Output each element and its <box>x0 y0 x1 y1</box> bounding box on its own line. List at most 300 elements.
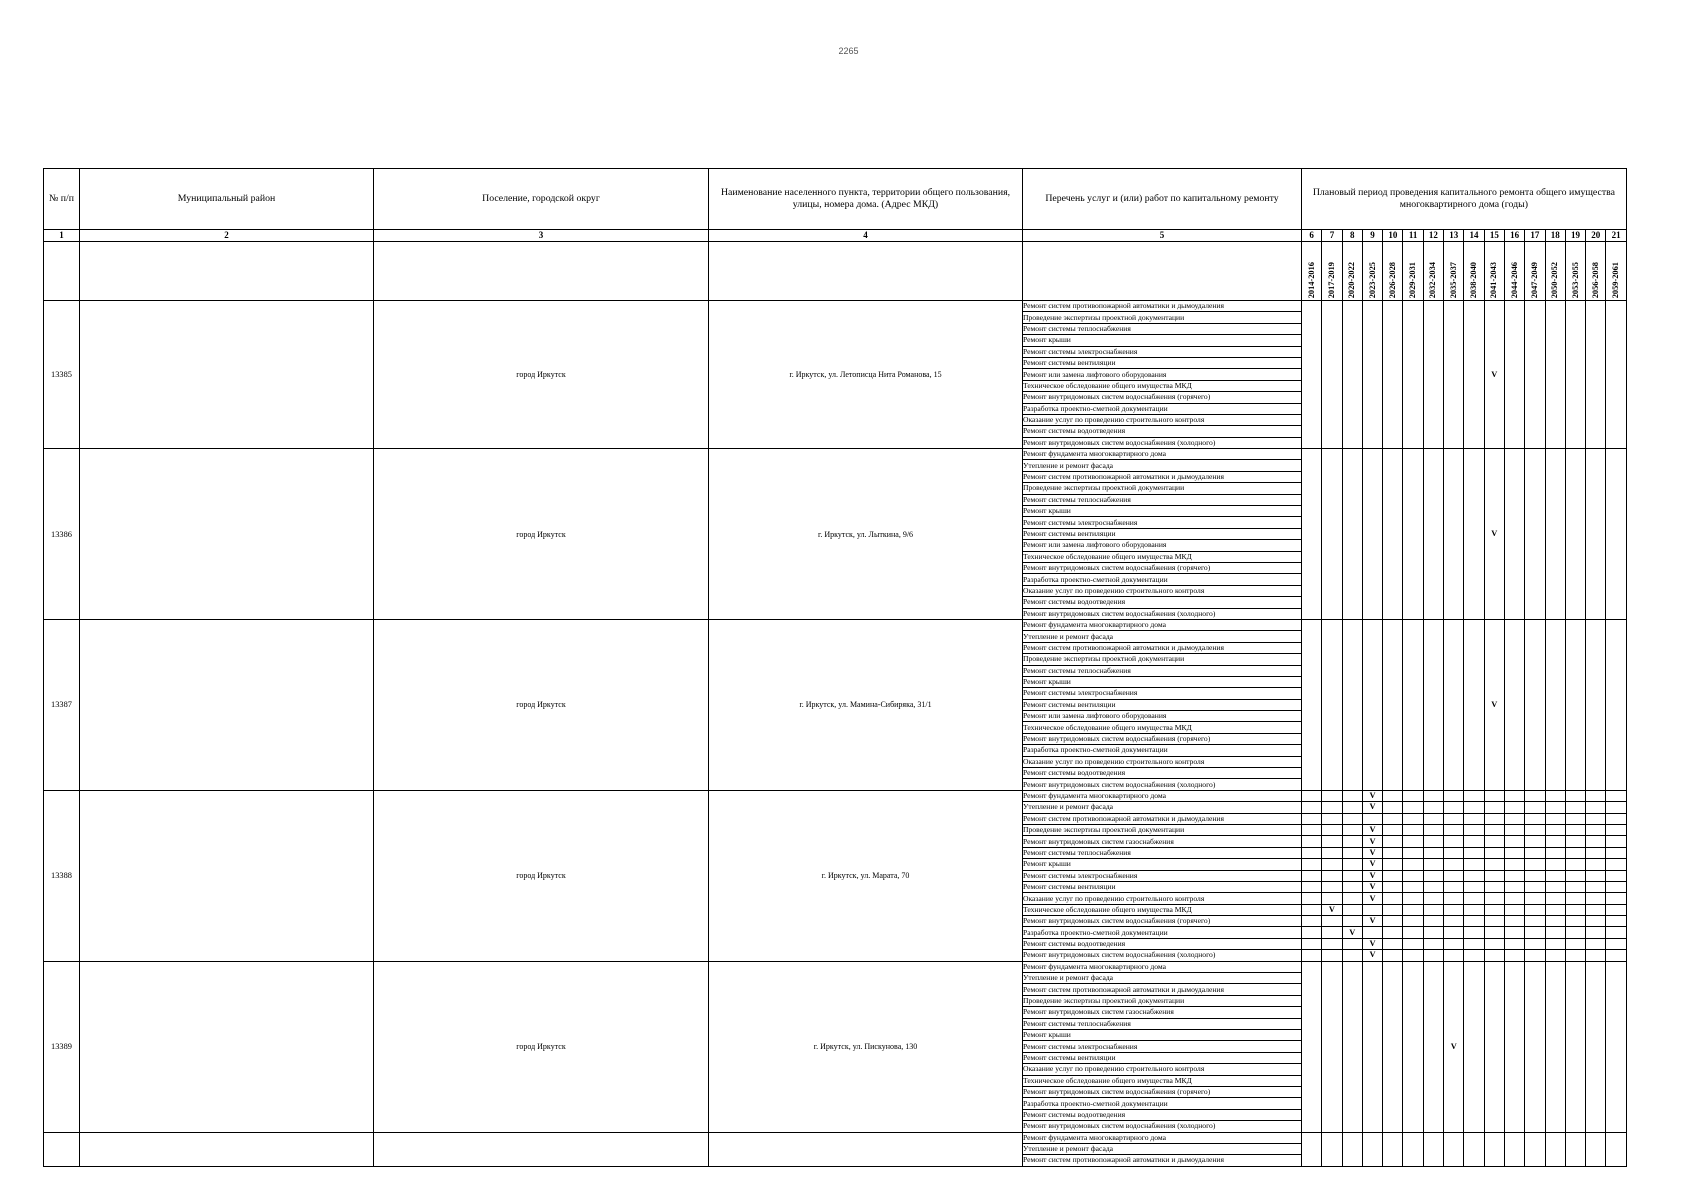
period-mark-cell <box>1423 870 1443 881</box>
period-mark-cell <box>1362 449 1382 620</box>
work-item: Ремонт системы электроснабжения <box>1023 346 1302 357</box>
period-spacer <box>1023 242 1302 301</box>
period-mark-cell <box>1565 813 1585 824</box>
period-mark-cell <box>1565 301 1585 449</box>
period-mark-cell <box>1484 824 1504 835</box>
house-address: г. Иркутск, ул. Марата, 70 <box>709 790 1023 961</box>
period-mark-cell <box>1484 847 1504 858</box>
period-mark-cell <box>1383 1132 1403 1166</box>
period-mark-cell <box>1545 927 1565 938</box>
period-mark-cell <box>1525 802 1545 813</box>
period-mark-cell <box>1606 859 1626 870</box>
period-mark-cell <box>1403 870 1423 881</box>
period-mark-cell <box>1444 881 1464 892</box>
period-mark-cell <box>1586 847 1606 858</box>
period-mark-cell <box>1525 301 1545 449</box>
period-mark-cell <box>1322 813 1342 824</box>
period-mark-cell: V <box>1362 859 1382 870</box>
period-mark-cell: V <box>1362 790 1382 801</box>
header-works: Перечень услуг и (или) работ по капитальному ремонту <box>1023 169 1302 230</box>
period-mark-cell <box>1464 950 1484 961</box>
period-mark-cell <box>1464 859 1484 870</box>
column-number-row <box>44 230 1627 242</box>
period-mark-cell <box>1525 790 1545 801</box>
period-mark-cell <box>1484 802 1504 813</box>
period-mark-cell <box>1464 961 1484 1132</box>
period-mark-cell <box>1545 449 1565 620</box>
period-cell <box>1302 242 1322 301</box>
house-address: г. Иркутск, ул. Лыткина, 9/6 <box>709 449 1023 620</box>
period-mark-cell <box>1565 802 1585 813</box>
period-mark-cell <box>1423 950 1443 961</box>
period-mark-cell <box>1342 619 1362 790</box>
period-mark-cell <box>1342 802 1362 813</box>
period-mark-cell <box>1484 938 1504 949</box>
period-mark-cell <box>1525 1132 1545 1166</box>
period-mark-cell <box>1504 802 1524 813</box>
period-mark-cell <box>1302 938 1322 949</box>
work-item: Ремонт внутридомовых систем газоснабжения <box>1023 836 1302 847</box>
work-item: Техническое обследование общего имущества МКД <box>1023 551 1302 562</box>
period-mark-cell <box>1444 824 1464 835</box>
period-mark-cell <box>1464 824 1484 835</box>
period-mark-cell <box>1545 893 1565 904</box>
period-mark-cell <box>1322 449 1342 620</box>
period-mark-cell <box>1586 836 1606 847</box>
period-cell <box>1545 242 1565 301</box>
period-mark-cell <box>1423 836 1443 847</box>
period-mark-cell <box>1606 790 1626 801</box>
period-mark-cell <box>1545 301 1565 449</box>
period-mark-cell <box>1444 619 1464 790</box>
work-item: Ремонт внутридомовых систем водоснабжения (горячего) <box>1023 392 1302 403</box>
period-mark-cell <box>1322 847 1342 858</box>
period-mark-cell <box>1423 961 1443 1132</box>
period-mark-cell: V <box>1362 938 1382 949</box>
work-item: Ремонт системы вентиляции <box>1023 881 1302 892</box>
period-mark-cell <box>1504 847 1524 858</box>
work-item: Утепление и ремонт фасада <box>1023 973 1302 984</box>
period-mark-cell <box>1525 449 1545 620</box>
period-mark-cell <box>1383 449 1403 620</box>
period-mark-cell <box>1504 961 1524 1132</box>
period-mark-cell <box>1383 938 1403 949</box>
period-mark-cell <box>1444 790 1464 801</box>
period-mark-cell <box>1504 938 1524 949</box>
column-number-6: 6 <box>1302 230 1322 242</box>
period-mark-cell <box>1484 881 1504 892</box>
period-mark-cell <box>1606 847 1626 858</box>
period-mark-cell <box>1504 790 1524 801</box>
header-settlement: Поселение, городской округ <box>374 169 709 230</box>
work-item: Ремонт фундамента многоквартирного дома <box>1023 961 1302 972</box>
period-mark-cell <box>1444 802 1464 813</box>
period-mark-cell <box>1565 938 1585 949</box>
work-item: Разработка проектно-сметной документации <box>1023 745 1302 756</box>
period-cell <box>1423 242 1443 301</box>
period-mark-cell <box>1362 301 1382 449</box>
house-number: 13386 <box>44 449 80 620</box>
period-mark-cell <box>1484 927 1504 938</box>
period-mark-cell <box>1504 813 1524 824</box>
column-number-16: 16 <box>1504 230 1524 242</box>
period-mark-cell <box>1525 938 1545 949</box>
period-cell <box>1464 242 1484 301</box>
work-item: Ремонт внутридомовых систем водоснабжения (холодного) <box>1023 1121 1302 1132</box>
work-item: Ремонт систем противопожарной автоматики и дымоудаления <box>1023 1155 1302 1166</box>
period-label: 2059-2061 <box>1611 261 1621 298</box>
period-mark-cell <box>1586 449 1606 620</box>
work-item: Ремонт системы водоотведения <box>1023 938 1302 949</box>
period-mark-cell <box>1545 847 1565 858</box>
period-label: 2017-2019 <box>1326 261 1336 298</box>
period-mark-cell <box>1484 813 1504 824</box>
work-item: Ремонт системы теплоснабжения <box>1023 323 1302 334</box>
period-mark-cell <box>1362 904 1382 915</box>
period-mark-cell <box>1464 813 1484 824</box>
period-cell <box>1362 242 1382 301</box>
period-mark-cell <box>1362 961 1382 1132</box>
period-mark-cell <box>1362 619 1382 790</box>
period-mark-cell <box>1423 619 1443 790</box>
period-mark-cell <box>1484 836 1504 847</box>
period-mark-cell <box>1383 961 1403 1132</box>
period-mark-cell <box>1525 847 1545 858</box>
period-mark-cell <box>1586 813 1606 824</box>
period-mark-cell <box>1545 881 1565 892</box>
work-item: Ремонт крыши <box>1023 506 1302 517</box>
period-mark-cell: V <box>1362 916 1382 927</box>
period-mark-cell <box>1525 619 1545 790</box>
work-item: Ремонт фундамента многоквартирного дома <box>1023 790 1302 801</box>
work-item: Ремонт внутридомовых систем водоснабжения (горячего) <box>1023 562 1302 573</box>
work-item: Ремонт крыши <box>1023 1030 1302 1041</box>
period-mark-cell <box>1322 619 1342 790</box>
work-item: Оказание услуг по проведению строительного контроля <box>1023 1064 1302 1075</box>
period-mark-cell <box>1322 836 1342 847</box>
period-mark-cell <box>1586 961 1606 1132</box>
period-mark-cell <box>1423 301 1443 449</box>
period-mark-cell <box>1403 961 1423 1132</box>
period-mark-cell <box>1342 859 1362 870</box>
period-mark-cell <box>1545 836 1565 847</box>
period-mark-cell <box>1484 904 1504 915</box>
column-number-20: 20 <box>1586 230 1606 242</box>
period-mark-cell: V <box>1362 824 1382 835</box>
period-mark-cell <box>1464 449 1484 620</box>
period-cell <box>1444 242 1464 301</box>
period-mark-cell: V <box>1484 449 1504 620</box>
table-row <box>44 619 1627 630</box>
period-mark-cell <box>1322 301 1342 449</box>
period-mark-cell <box>1322 824 1342 835</box>
period-mark-cell <box>1444 813 1464 824</box>
period-mark-cell <box>1383 836 1403 847</box>
period-mark-cell <box>1504 619 1524 790</box>
period-mark-cell <box>1484 859 1504 870</box>
work-item: Ремонт системы вентиляции <box>1023 1052 1302 1063</box>
period-mark-cell <box>1423 893 1443 904</box>
period-mark-cell <box>1444 927 1464 938</box>
period-mark-cell <box>1504 824 1524 835</box>
period-cell <box>1606 242 1626 301</box>
period-mark-cell <box>1586 1132 1606 1166</box>
work-item: Ремонт внутридомовых систем водоснабжения (холодного) <box>1023 437 1302 448</box>
period-mark-cell <box>1403 836 1423 847</box>
period-mark-cell <box>1586 859 1606 870</box>
work-item: Техническое обследование общего имущества МКД <box>1023 1075 1302 1086</box>
period-mark-cell <box>1504 870 1524 881</box>
period-mark-cell <box>1565 836 1585 847</box>
work-item: Ремонт системы водоотведения <box>1023 1109 1302 1120</box>
column-number-17: 17 <box>1525 230 1545 242</box>
period-mark-cell <box>1302 847 1322 858</box>
table-row <box>44 790 1627 801</box>
period-mark-cell <box>1565 619 1585 790</box>
period-mark-cell <box>1322 961 1342 1132</box>
period-mark-cell <box>1464 802 1484 813</box>
period-mark-cell <box>1302 927 1322 938</box>
period-label: 2056-2058 <box>1590 261 1600 298</box>
period-mark-cell: V <box>1444 961 1464 1132</box>
period-mark-cell <box>1342 938 1362 949</box>
period-mark-cell <box>1565 916 1585 927</box>
house-address: г. Иркутск, ул. Пискунова, 130 <box>709 961 1023 1132</box>
period-mark-cell <box>1484 870 1504 881</box>
period-mark-cell <box>1586 824 1606 835</box>
period-mark-cell <box>1484 790 1504 801</box>
work-item: Ремонт фундамента многоквартирного дома <box>1023 449 1302 460</box>
period-cell <box>1322 242 1342 301</box>
period-mark-cell <box>1525 904 1545 915</box>
period-mark-cell <box>1464 847 1484 858</box>
period-mark-cell <box>1403 859 1423 870</box>
period-mark-cell <box>1342 916 1362 927</box>
period-mark-cell <box>1423 927 1443 938</box>
period-mark-cell <box>1423 904 1443 915</box>
work-item: Утепление и ремонт фасада <box>1023 802 1302 813</box>
period-mark-cell: V <box>1362 870 1382 881</box>
period-mark-cell <box>1383 904 1403 915</box>
period-mark-cell <box>1525 870 1545 881</box>
period-label: 2026-2028 <box>1387 261 1397 298</box>
period-mark-cell <box>1342 950 1362 961</box>
period-mark-cell <box>1525 881 1545 892</box>
period-mark-cell <box>1565 790 1585 801</box>
period-mark-cell <box>1464 790 1484 801</box>
period-mark-cell <box>1525 950 1545 961</box>
column-number-11: 11 <box>1403 230 1423 242</box>
period-mark-cell <box>1444 449 1464 620</box>
period-mark-cell <box>1504 881 1524 892</box>
period-mark-cell <box>1342 893 1362 904</box>
work-item: Ремонт или замена лифтового оборудования <box>1023 369 1302 380</box>
period-mark-cell <box>1504 836 1524 847</box>
period-spacer <box>80 242 374 301</box>
period-mark-cell <box>1342 847 1362 858</box>
period-mark-cell <box>1464 938 1484 949</box>
work-item: Оказание услуг по проведению строительного контроля <box>1023 585 1302 596</box>
period-mark-cell <box>1545 904 1565 915</box>
work-item: Ремонт систем противопожарной автоматики и дымоудаления <box>1023 471 1302 482</box>
period-mark-cell <box>1342 449 1362 620</box>
period-label: 2053-2055 <box>1570 261 1580 298</box>
work-item: Техническое обследование общего имущества МКД <box>1023 722 1302 733</box>
column-number-3: 3 <box>374 230 709 242</box>
period-mark-cell <box>1383 881 1403 892</box>
period-mark-cell <box>1545 916 1565 927</box>
work-item: Ремонт системы вентиляции <box>1023 357 1302 368</box>
column-number-15: 15 <box>1484 230 1504 242</box>
period-label: 2041-2043 <box>1489 261 1499 298</box>
period-mark-cell <box>1423 790 1443 801</box>
period-mark-cell <box>1545 824 1565 835</box>
period-mark-cell <box>1525 836 1545 847</box>
period-mark-cell: V <box>1342 927 1362 938</box>
house-address: г. Иркутск, ул. Летописца Нита Романова, 15 <box>709 301 1023 449</box>
column-number-13: 13 <box>1444 230 1464 242</box>
column-number-4: 4 <box>709 230 1023 242</box>
period-mark-cell <box>1322 916 1342 927</box>
period-mark-cell <box>1606 1132 1626 1166</box>
period-mark-cell: V <box>1362 950 1382 961</box>
period-mark-cell <box>1586 916 1606 927</box>
period-mark-cell <box>1302 824 1322 835</box>
period-cell <box>1484 242 1504 301</box>
house-district <box>80 301 374 449</box>
work-item: Ремонт системы вентиляции <box>1023 699 1302 710</box>
period-mark-cell <box>1606 881 1626 892</box>
work-item: Проведение экспертизы проектной документации <box>1023 654 1302 665</box>
work-item: Разработка проектно-сметной документации <box>1023 1098 1302 1109</box>
period-mark-cell <box>1444 950 1464 961</box>
period-mark-cell <box>1464 870 1484 881</box>
work-item: Ремонт системы теплоснабжения <box>1023 847 1302 858</box>
work-item: Оказание услуг по проведению строительного контроля <box>1023 414 1302 425</box>
period-mark-cell <box>1586 950 1606 961</box>
period-mark-cell <box>1545 1132 1565 1166</box>
work-item: Ремонт систем противопожарной автоматики и дымоудаления <box>1023 813 1302 824</box>
house-settlement: город Иркутск <box>374 619 709 790</box>
period-mark-cell <box>1342 881 1362 892</box>
period-mark-cell <box>1322 1132 1342 1166</box>
table-row <box>44 1132 1627 1143</box>
period-mark-cell <box>1606 802 1626 813</box>
period-cell <box>1586 242 1606 301</box>
period-mark-cell <box>1606 927 1626 938</box>
period-mark-cell <box>1302 449 1322 620</box>
period-mark-cell <box>1586 790 1606 801</box>
period-mark-cell <box>1362 813 1382 824</box>
work-item: Ремонт системы электроснабжения <box>1023 1041 1302 1052</box>
period-mark-cell <box>1504 449 1524 620</box>
column-number-14: 14 <box>1464 230 1484 242</box>
work-item: Ремонт системы электроснабжения <box>1023 870 1302 881</box>
capital-repair-table <box>43 168 1627 1167</box>
period-mark-cell <box>1302 790 1322 801</box>
period-mark-cell <box>1586 893 1606 904</box>
header-district: Муниципальный район <box>80 169 374 230</box>
period-mark-cell <box>1403 1132 1423 1166</box>
period-mark-cell <box>1302 802 1322 813</box>
period-mark-cell <box>1606 938 1626 949</box>
column-number-9: 9 <box>1362 230 1382 242</box>
period-mark-cell <box>1565 950 1585 961</box>
period-mark-cell <box>1322 802 1342 813</box>
house-number: 13388 <box>44 790 80 961</box>
period-mark-cell: V <box>1362 836 1382 847</box>
work-item: Ремонт внутридомовых систем водоснабжения (горячего) <box>1023 733 1302 744</box>
work-item: Оказание услуг по проведению строительного контроля <box>1023 893 1302 904</box>
period-mark-cell <box>1302 893 1322 904</box>
house-district <box>80 790 374 961</box>
period-mark-cell <box>1302 301 1322 449</box>
house-address <box>709 1132 1023 1166</box>
period-mark-cell <box>1322 950 1342 961</box>
period-mark-cell <box>1403 927 1423 938</box>
period-mark-cell <box>1302 619 1322 790</box>
work-item: Ремонт системы теплоснабжения <box>1023 494 1302 505</box>
period-mark-cell <box>1383 859 1403 870</box>
work-item: Проведение экспертизы проектной документации <box>1023 995 1302 1006</box>
work-item: Ремонт системы вентиляции <box>1023 528 1302 539</box>
period-mark-cell <box>1322 870 1342 881</box>
period-mark-cell <box>1565 893 1585 904</box>
work-item: Ремонт внутридомовых систем водоснабжения (холодного) <box>1023 608 1302 619</box>
period-mark-cell <box>1586 938 1606 949</box>
house-district <box>80 961 374 1132</box>
period-mark-cell <box>1383 927 1403 938</box>
work-item: Ремонт или замена лифтового оборудования <box>1023 540 1302 551</box>
period-cell <box>1342 242 1362 301</box>
period-mark-cell <box>1606 619 1626 790</box>
period-mark-cell <box>1383 790 1403 801</box>
work-item: Ремонт системы водоотведения <box>1023 768 1302 779</box>
period-mark-cell <box>1383 847 1403 858</box>
period-mark-cell <box>1525 916 1545 927</box>
period-label: 2047-2049 <box>1529 261 1539 298</box>
period-mark-cell: V <box>1362 881 1382 892</box>
period-mark-cell <box>1423 916 1443 927</box>
period-label: 2020-2022 <box>1347 261 1357 298</box>
period-mark-cell <box>1342 301 1362 449</box>
period-mark-cell <box>1383 916 1403 927</box>
period-mark-cell <box>1423 847 1443 858</box>
period-mark-cell <box>1322 893 1342 904</box>
work-item: Ремонт фундамента многоквартирного дома <box>1023 1132 1302 1143</box>
period-mark-cell <box>1403 847 1423 858</box>
period-mark-cell <box>1403 824 1423 835</box>
period-mark-cell <box>1606 301 1626 449</box>
work-item: Ремонт системы теплоснабжения <box>1023 1018 1302 1029</box>
column-number-18: 18 <box>1545 230 1565 242</box>
period-mark-cell <box>1525 893 1545 904</box>
period-mark-cell <box>1545 859 1565 870</box>
period-mark-cell <box>1586 927 1606 938</box>
period-mark-cell <box>1403 881 1423 892</box>
period-mark-cell <box>1606 950 1626 961</box>
period-mark-cell <box>1525 813 1545 824</box>
period-mark-cell <box>1444 916 1464 927</box>
period-mark-cell <box>1464 881 1484 892</box>
column-number-21: 21 <box>1606 230 1626 242</box>
period-mark-cell <box>1423 938 1443 949</box>
period-mark-cell <box>1565 449 1585 620</box>
work-item: Ремонт крыши <box>1023 676 1302 687</box>
period-mark-cell <box>1545 790 1565 801</box>
period-mark-cell <box>1464 301 1484 449</box>
period-mark-cell <box>1565 961 1585 1132</box>
